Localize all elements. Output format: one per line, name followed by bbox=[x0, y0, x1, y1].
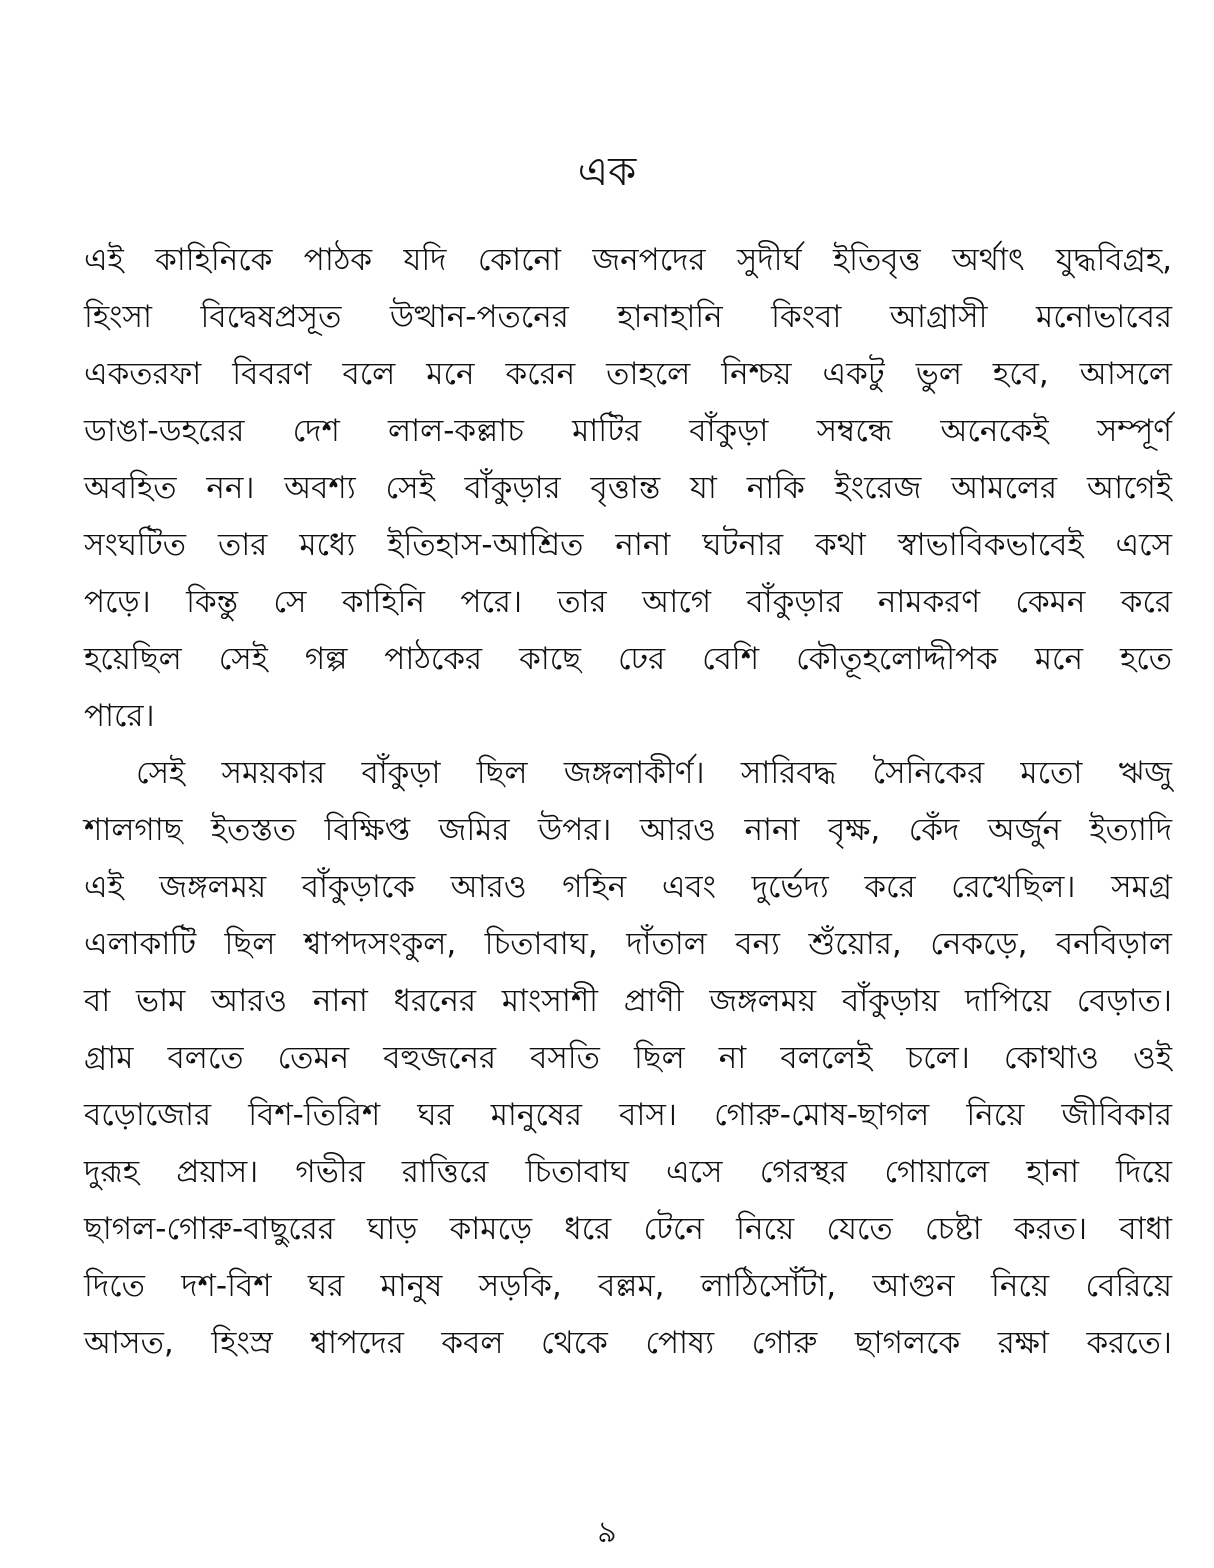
text-line: বড়োজোর বিশ-তিরিশ ঘর মানুষের বাস। গোরু-মোষ-ছাগল নিয়ে জীবিকার bbox=[84, 1097, 1172, 1133]
page-number: ৯ bbox=[597, 1515, 617, 1550]
text-line: সংঘটিত তার মধ্যে ইতিহাস-আশ্রিত নানা ঘটনার কথা স্বাভাবিকভাবেই এসে bbox=[84, 527, 1172, 563]
text-line: দিতে দশ-বিশ ঘর মানুষ সড়কি, বল্লম, লাঠিসোঁটা, আগুন নিয়ে বেরিয়ে bbox=[84, 1268, 1172, 1304]
paragraph-2 bbox=[84, 745, 1172, 1372]
text-line: একতরফা বিবরণ বলে মনে করেন তাহলে নিশ্চয় একটু ভুল হবে, আসলে bbox=[84, 356, 1172, 392]
text-line: অবহিত নন। অবশ্য সেই বাঁকুড়ার বৃত্তান্ত যা নাকি ইংরেজ আমলের আগেই bbox=[84, 470, 1172, 506]
text-line: হিংসা বিদ্বেষপ্রসূত উত্থান-পতনের হানাহানি কিংবা আগ্রাসী মনোভাবের bbox=[84, 299, 1172, 335]
text-line: এই জঙ্গলময় বাঁকুড়াকে আরও গহিন এবং দুর্ভেদ্য করে রেখেছিল। সমগ্র bbox=[84, 869, 1172, 905]
text-line: আসত, হিংস্র শ্বাপদের কবল থেকে পোষ্য গোরু ছাগলকে রক্ষা করতে। bbox=[84, 1325, 1172, 1361]
text-line: সেই সময়কার বাঁকুড়া ছিল জঙ্গলাকীর্ণ। সারিবদ্ধ সৈনিকের মতো ঋজু bbox=[136, 755, 1172, 791]
text-line: বা ভাম আরও নানা ধরনের মাংসাশী প্রাণী জঙ্গলময় বাঁকুড়ায় দাপিয়ে বেড়াত। bbox=[84, 983, 1172, 1019]
text-line: এলাকাটি ছিল শ্বাপদসংকুল, চিতাবাঘ, দাঁতাল বন্য শুঁয়োর, নেকড়ে, বনবিড়াল bbox=[84, 926, 1172, 962]
text-line: পড়ে। কিন্তু সে কাহিনি পরে। তার আগে বাঁকুড়ার নামকরণ কেমন করে bbox=[84, 584, 1172, 620]
chapter-title: এক bbox=[577, 149, 637, 195]
paragraph-1 bbox=[84, 232, 1172, 745]
text-line: পারে। bbox=[84, 698, 155, 734]
text-line: গ্রাম বলতে তেমন বহুজনের বসতি ছিল না বললেই চলে। কোথাও ওই bbox=[84, 1040, 1172, 1076]
text-line: ডাঙা-ডহরের দেশ লাল-কল্লাচ মাটির বাঁকুড়া সম্বন্ধে অনেকেই সম্পূর্ণ bbox=[84, 413, 1172, 449]
text-line: ছাগল-গোরু-বাছুরের ঘাড় কামড়ে ধরে টেনে নিয়ে যেতে চেষ্টা করত। বাধা bbox=[84, 1211, 1172, 1247]
text-line: হয়েছিল সেই গল্প পাঠকের কাছে ঢের বেশি কৌতূহলোদ্দীপক মনে হতে bbox=[84, 641, 1172, 677]
text-line: এই কাহিনিকে পাঠক যদি কোনো জনপদের সুদীর্ঘ ইতিবৃত্ত অর্থাৎ যুদ্ধবিগ্রহ, bbox=[84, 242, 1172, 278]
text-line: দুরূহ প্রয়াস। গভীর রাত্তিরে চিতাবাঘ এসে গেরস্থর গোয়ালে হানা দিয়ে bbox=[84, 1154, 1172, 1190]
body-text bbox=[84, 232, 1172, 1372]
text-line: শালগাছ ইতস্তত বিক্ষিপ্ত জমির উপর। আরও নানা বৃক্ষ, কেঁদ অর্জুন ইত্যাদি bbox=[84, 812, 1172, 848]
